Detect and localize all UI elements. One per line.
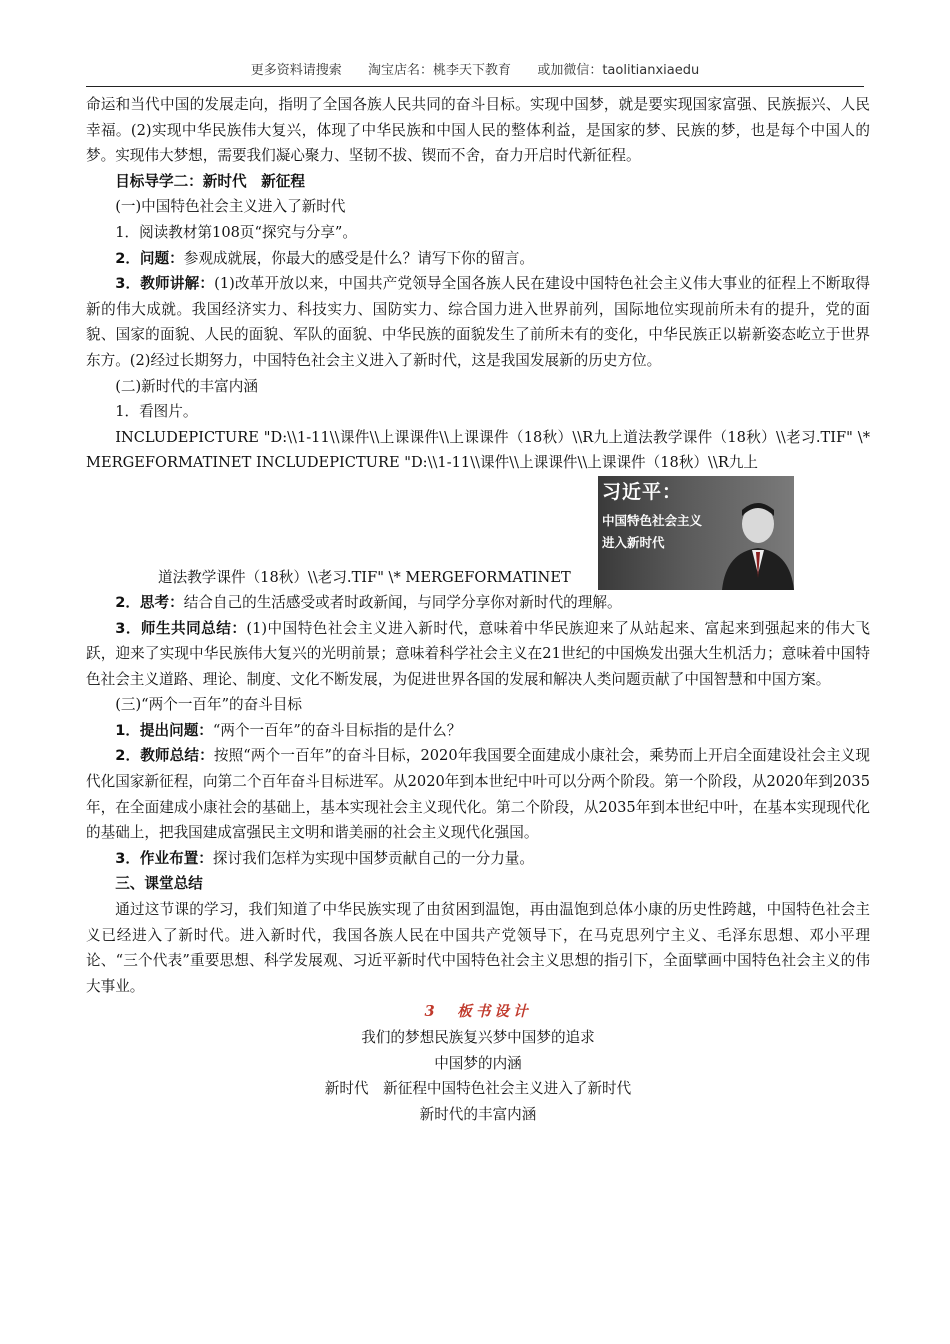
step-text: 结合自己的生活感受或者时政新闻，与同学分享你对新时代的理解。 <box>183 593 622 611</box>
photo-caption-line: 中国特色社会主义 <box>602 512 703 528</box>
step-text: 探讨我们怎样为实现中国梦贡献自己的一分力量。 <box>212 849 534 867</box>
include-picture-field-cont: 道法教学课件（18秋）\\老习.TIF" \* MERGEFORMATINET <box>158 568 571 586</box>
news-photo <box>598 476 794 590</box>
step-label: 1．提出问题： <box>115 721 213 739</box>
step-label: 3．作业布置： <box>115 849 213 867</box>
document-body <box>86 92 870 1127</box>
step-text: 按照“两个一百年”的奋斗目标，2020年我国要全面建成小康社会，乘势而上开启全面建设社会主义现代化国家新征程，向第二个百年奋斗目标进军。从2020年到本世纪中叶可以分两个阶段。第一个阶段，从2020年到2035年，在全面建成小康社会的基础上，基本实现社会主义现代化。第二个阶段，从2035年到本世纪中叶，在基本实现现代化的基础上，把我国建成富强民主文明和谐美丽的社会主义现代化强国。 <box>86 747 870 842</box>
step-teacher-explain <box>86 271 870 373</box>
step-read-textbook: 1．阅读教材第108页“探究与分享”。 <box>115 223 357 241</box>
person-silhouette-icon <box>718 494 794 590</box>
class-summary: 通过这节课的学习，我们知道了中华民族实现了由贫困到温饱，再由温饱到总体小康的历史性跨越，中国特色社会主义已经进入了新时代。进入新时代，我国各族人民在中国共产党领导下，在马克思列宁主义、毛泽东思想、邓小平理论、“三个代表”重要思想、科学发展观、习近平新时代中国特色社会主义思想的指引下，全面擘画中国特色社会主义的伟大事业。 <box>86 901 870 995</box>
subsection-title-3: (三)“两个一百年”的奋斗目标 <box>115 696 303 714</box>
step-label: 2．教师总结： <box>115 747 214 765</box>
board-design-title: 3 板书设计 <box>424 1003 532 1021</box>
step-think <box>86 590 870 616</box>
photo-caption-name: 习近平： <box>602 480 683 503</box>
step-summary <box>86 616 870 693</box>
step-view-picture: 1．看图片。 <box>115 403 198 421</box>
subsection-title-2: (二)新时代的丰富内涵 <box>115 377 258 395</box>
step-raise-question <box>86 718 870 744</box>
photo-caption-text <box>602 510 702 554</box>
step-label: 2．问题： <box>115 249 184 267</box>
step-question <box>86 246 870 272</box>
step-text: 参观成就展，你最大的感受是什么？请写下你的留言。 <box>183 249 534 267</box>
step-label: 2．思考： <box>115 593 184 611</box>
board-line: 新时代 新征程中国特色社会主义进入了新时代 <box>324 1080 632 1098</box>
section-heading-part3: 三、课堂总结 <box>115 875 203 893</box>
board-line: 中国梦的内涵 <box>434 1054 522 1072</box>
header-wechat: 或加微信：taolitianxiaedu <box>537 63 700 78</box>
figure-block <box>86 476 870 590</box>
photo-caption-line: 进入新时代 <box>602 534 665 550</box>
paragraph-continued: 命运和当代中国的发展走向，指明了全国各族人民共同的奋斗目标。实现中国梦，就是要实现国家富强、民族振兴、人民幸福。(2)实现中华民族伟大复兴，体现了中华民族和中国人民的整体利益，是国家的梦、民族的梦，也是每个中国人的梦。实现伟大梦想，需要我们凝心聚力、坚韧不拔、锲而不舍，奋力开启时代新征程。 <box>86 96 870 165</box>
step-label: 3．师生共同总结： <box>115 619 247 637</box>
page-header <box>86 58 864 87</box>
header-search-note: 更多资料请搜索 <box>250 63 342 78</box>
step-teacher-summary <box>86 743 870 845</box>
step-text: (1)中国特色社会主义进入新时代，意味着中华民族迎来了从站起来、富起来到强起来的伟大飞跃，迎来了实现中华民族伟大复兴的光明前景；意味着科学社会主义在21世纪的中国焕发出强大生机活力；意味着中国特色社会主义道路、理论、制度、文化不断发展，为促进世界各国的发展和解决人类问题贡献了中国智慧和中国方案。 <box>86 619 870 688</box>
step-text: “两个一百年”的奋斗目标指的是什么？ <box>212 721 462 739</box>
step-text: (1)改革开放以来，中国共产党领导全国各族人民在建设中国特色社会主义伟大事业的征程上不断取得新的伟大成就。我国经济实力、科技实力、国防实力、综合国力进入世界前列，国际地位实现前所未有的提升，党的面貌、国家的面貌、人民的面貌、军队的面貌、中华民族的面貌发生了前所未有的变化，中华民族正以崭新姿态屹立于世界东方。(2)经过长期努力，中国特色社会主义进入了新时代，这是我国发展新的历史方位。 <box>86 275 870 369</box>
section-heading-goal2: 目标导学二：新时代 新征程 <box>115 172 305 190</box>
header-shop-name: 淘宝店名：桃李天下教育 <box>368 63 512 78</box>
board-line: 新时代的丰富内涵 <box>419 1105 537 1123</box>
step-label: 3．教师讲解： <box>115 275 215 293</box>
subsection-title-1: (一)中国特色社会主义进入了新时代 <box>115 198 346 216</box>
step-homework <box>86 846 870 872</box>
include-picture-field: INCLUDEPICTURE "D:\\1-11\\课件\\上课课件\\上课课件（18秋）\\R九上道法教学课件（18秋）\\老习.TIF" \* MERGEFORMATINET INCLUDEPICTURE "D:\\1-11\\课件\\上课课件\\上课课件（18秋）\\R九上 <box>86 428 870 472</box>
board-line: 我们的梦想民族复兴梦中国梦的追求 <box>361 1029 595 1046</box>
